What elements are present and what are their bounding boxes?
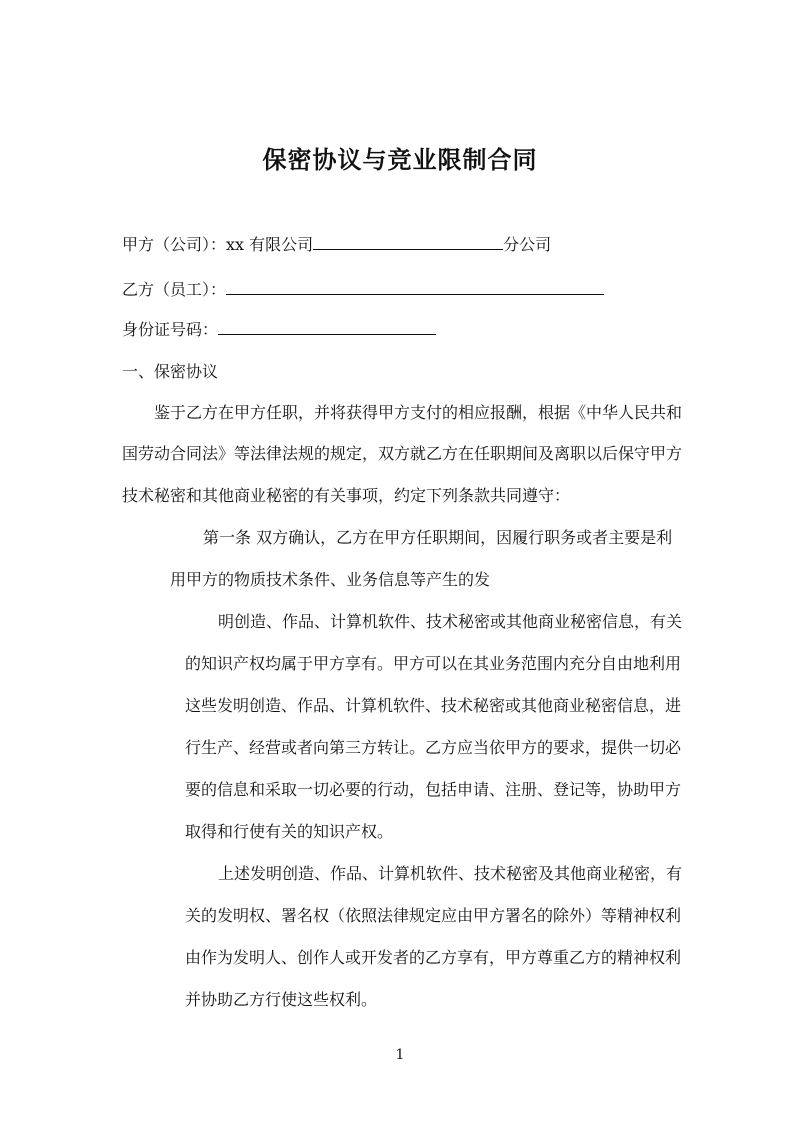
intro-line: 国劳动合同法》等法律法规的规定，双方就乙方在任职期间及离职以后保守甲方 bbox=[122, 444, 683, 463]
party-a-line bbox=[122, 233, 551, 256]
id-number-label: 身份证号码： bbox=[122, 320, 219, 339]
party-a-branch-blank[interactable] bbox=[313, 233, 503, 250]
paragraph-line: 行生产、经营或者向第三方转让。乙方应当依甲方的要求，提供一切必 bbox=[185, 738, 682, 757]
page-number: 1 bbox=[395, 1047, 405, 1063]
paragraph-line: 这些发明创造、作品、计算机软件、技术秘密或其他商业秘密信息，进 bbox=[185, 696, 682, 715]
intro-line: 鉴于乙方在甲方任职，并将获得甲方支付的相应报酬，根据《中华人民共和 bbox=[154, 403, 683, 422]
document-title: 保密协议与竞业限制合同 bbox=[262, 145, 538, 174]
intro-line: 技术秘密和其他商业秘密的有关事项，约定下列条款共同遵守： bbox=[122, 486, 571, 505]
id-number-blank[interactable] bbox=[218, 318, 436, 335]
party-a-label: 甲方（公司）： bbox=[122, 235, 227, 254]
party-a-suffix: 分公司 bbox=[503, 235, 552, 254]
party-b-line bbox=[122, 278, 604, 301]
paragraph-line: 上述发明创造、作品、计算机软件、技术秘密及其他商业秘密，有 bbox=[218, 864, 683, 883]
section-heading: 一、保密协议 bbox=[122, 362, 219, 381]
paragraph-line: 明创造、作品、计算机软件、技术秘密或其他商业秘密信息，有关 bbox=[218, 612, 683, 631]
paragraph-line: 要的信息和采取一切必要的行动，包括申请、注册、登记等，协助甲方 bbox=[185, 780, 682, 799]
party-b-label: 乙方（员工）： bbox=[122, 280, 227, 299]
paragraph-line: 由作为发明人、创作人或开发者的乙方享有，甲方尊重乙方的精神权利 bbox=[185, 948, 682, 967]
id-number-line bbox=[122, 318, 436, 341]
paragraph-line: 取得和行使有关的知识产权。 bbox=[185, 822, 394, 841]
article-1-line: 用甲方的物质技术条件、业务信息等产生的发 bbox=[170, 570, 491, 589]
party-b-name-blank[interactable] bbox=[226, 278, 604, 295]
paragraph-line: 关的发明权、署名权（依照法律规定应由甲方署名的除外）等精神权利 bbox=[185, 906, 682, 925]
party-a-company-prefix: xx 有限公司 bbox=[226, 235, 314, 254]
paragraph-line: 并协助乙方行使这些权利。 bbox=[185, 990, 378, 1009]
paragraph-line: 的知识产权均属于甲方享有。甲方可以在其业务范围内充分自由地利用 bbox=[185, 654, 682, 673]
article-1-line: 第一条 双方确认，乙方在甲方任职期间，因履行职务或者主要是利 bbox=[203, 528, 673, 547]
